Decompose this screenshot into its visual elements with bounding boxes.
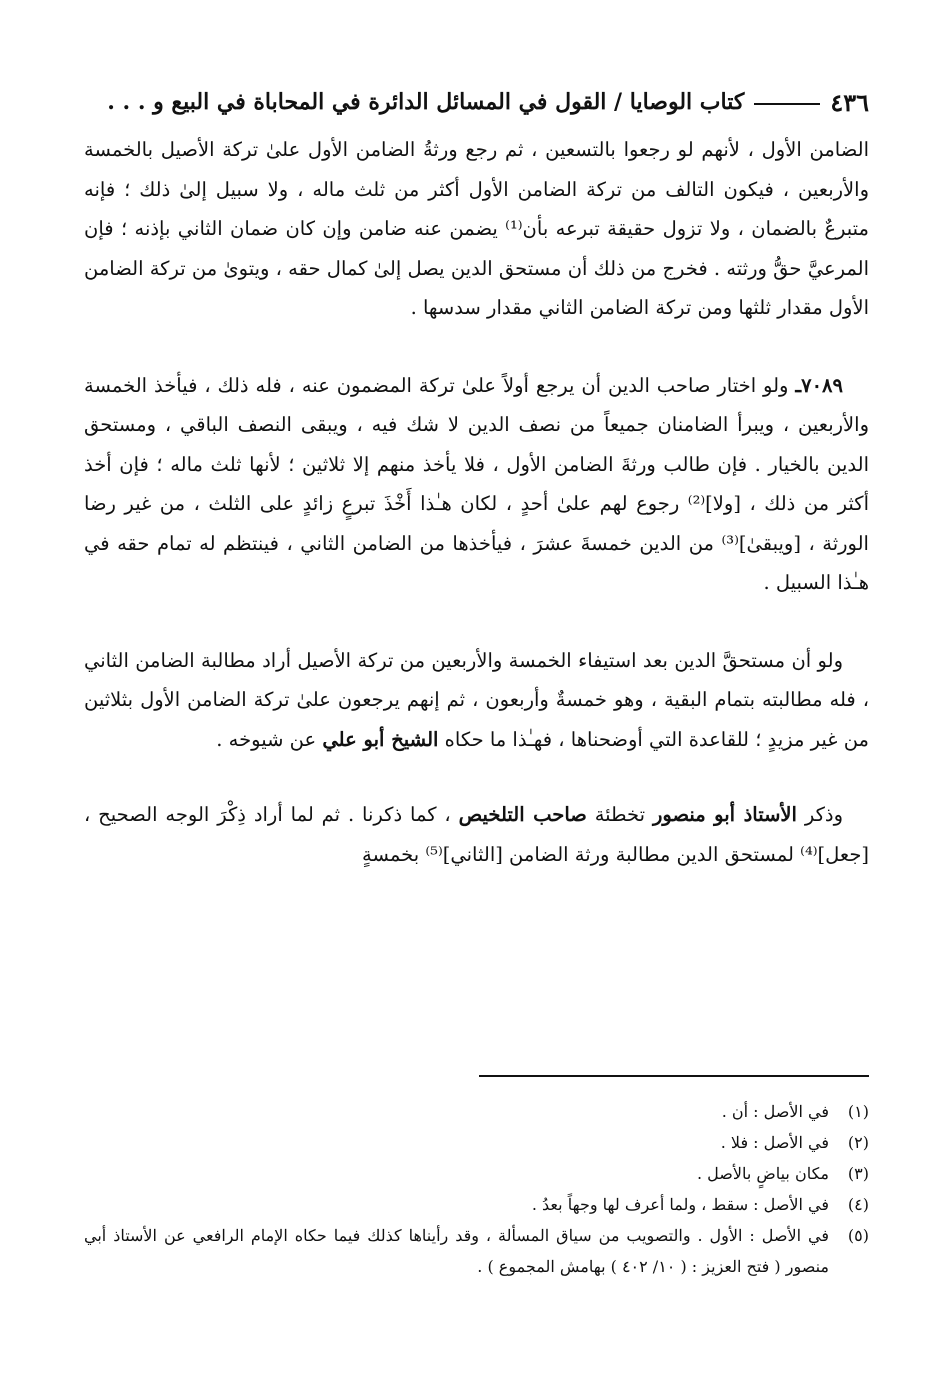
footnote: [84, 1220, 869, 1282]
paragraph-3-text: ولو أن مستحقَّ الدين بعد استيفاء الخمسة والأربعين من تركة الأصيل أراد مطالبة الضامن الثاني ، فله مطالبته بتمام البقية ، وهو خمسةٌ وأربعون ، ثم إنهم يرجعون علىٰ تركة الضامن الأول بثلاثين من غير مزيدٍ ؛ للقاعدة التي أوضحناها ، فهـٰذا ما حكاه: [84, 648, 869, 751]
footnote: [84, 1127, 869, 1158]
footnote-text: في الأصل : فلا .: [720, 1133, 829, 1152]
paragraph-gap: [84, 603, 869, 641]
footnotes: [84, 1096, 869, 1282]
issue-number: ٧٠٨٩ـ: [795, 373, 843, 397]
footnote-text: في الأصل : الأول . والتصويب من سياق المسألة ، وقد رأيناها كذلك فيما حكاه الإمام الرافعي عن الأستاذ أبي منصور ( فتح العزيز : ( ١٠/ ٤٠٢ ) بهامش المجموع ) .: [84, 1226, 829, 1276]
footnote-marker: (٥): [847, 1226, 869, 1245]
footnote: [84, 1096, 869, 1127]
footnote-marker: (٣): [847, 1164, 869, 1183]
footnote-text: في الأصل : أن .: [721, 1102, 829, 1121]
header-rule: [754, 103, 820, 105]
scholar-name: الأستاذ أبو منصور: [652, 803, 797, 826]
footnote-marker: (٤): [847, 1195, 869, 1214]
paragraph-2-text: ولو اختار صاحب الدين أن يرجع أولاً علىٰ تركة المضمون عنه ، فله ذلك ، فيأخذ الخمسة والأربعين ، ويبرأ الضامنان جميعاً من نصف الدين لا شك فيه ، ويبقى النصف الباقي ، ومستحق الدين بالخيار . فإن طالب ورثةَ الضامن الأول ، فلا يأخذ منهم إلا ثلاثين ؛ لأنها ثلث ماله ؛ فإن أخذ أكثر من ذلك ، [ولا]⁽²⁾ رجوع لهم علىٰ أحدٍ ، لكان هـٰذا أَخْذَ تبرعٍ زائدٍ على الثلث ، من غير رضا الورثة ، [ويبقىٰ]⁽³⁾ من الدين خمسةَ عشرَ ، فيأخذها من الضامن الثاني ، فينتظم له تمام حقه في هـٰذا السبيل .: [84, 373, 869, 594]
paragraph-4-mid: تخطئة: [594, 803, 646, 826]
main-text: [84, 130, 869, 874]
chapter-title: كتاب الوصايا / القول في المسائل الدائرة في المحاباة في البيع و . . .: [107, 89, 745, 115]
paragraph-4-end: ، كما ذكرنا . ثم لما أراد ذِكْرَ الوجه الصحيح ، [جعل]⁽⁴⁾ لمستحق الدين مطالبة ورثة الضامن [الثاني]⁽⁵⁾ بخمسةٍ: [84, 803, 869, 866]
running-header: [84, 84, 869, 120]
paragraph-3: [84, 641, 869, 760]
footnote-separator: [479, 1075, 869, 1077]
paragraph-gap: [84, 328, 869, 366]
footnote: [84, 1158, 869, 1189]
footnote-text: مكان بياضٍ بالأصل .: [696, 1164, 829, 1183]
footnote-marker: (١): [847, 1102, 869, 1121]
footnote-text: في الأصل : سقط ، ولما أعرف لها وجهاً بعدُ .: [531, 1195, 829, 1214]
page-number: ٤٣٦: [830, 87, 869, 117]
paragraph-4: [84, 795, 869, 874]
paragraph-4-start: وذكر: [804, 803, 843, 826]
book-name: صاحب التلخيص: [458, 803, 587, 826]
paragraph-1: الضامن الأول ، لأنهم لو رجعوا بالتسعين ، ثم رجع ورثةُ الضامن الأول علىٰ تركة الأصيل بالخمسة والأربعين ، فيكون التالف من تركة الضامن الأول أكثر من ثلث ماله ، ولا سبيل إلىٰ ذلك ؛ فإنه متبرعٌ بالضمان ، ولا تزول حقيقة تبرعه بأن⁽¹⁾ يضمن عنه ضامن وإن كان ضمان الثاني بإذنه ؛ فإن المرعيَّ حقُّ ورثته . فخرج من ذلك أن مستحق الدين يصل إلىٰ كمال حقه ، ويتوىٰ من تركة الضامن الأول مقدار ثلثها ومن تركة الضامن الثاني مقدار سدسها .: [84, 138, 869, 319]
paragraph-3-end: عن شيوخه .: [216, 727, 317, 751]
paragraph-gap: [84, 759, 869, 795]
footnote: [84, 1189, 869, 1220]
scholar-name: الشيخ أبو علي: [322, 727, 439, 751]
paragraph-2: [84, 366, 869, 603]
footnote-marker: (٢): [847, 1133, 869, 1152]
